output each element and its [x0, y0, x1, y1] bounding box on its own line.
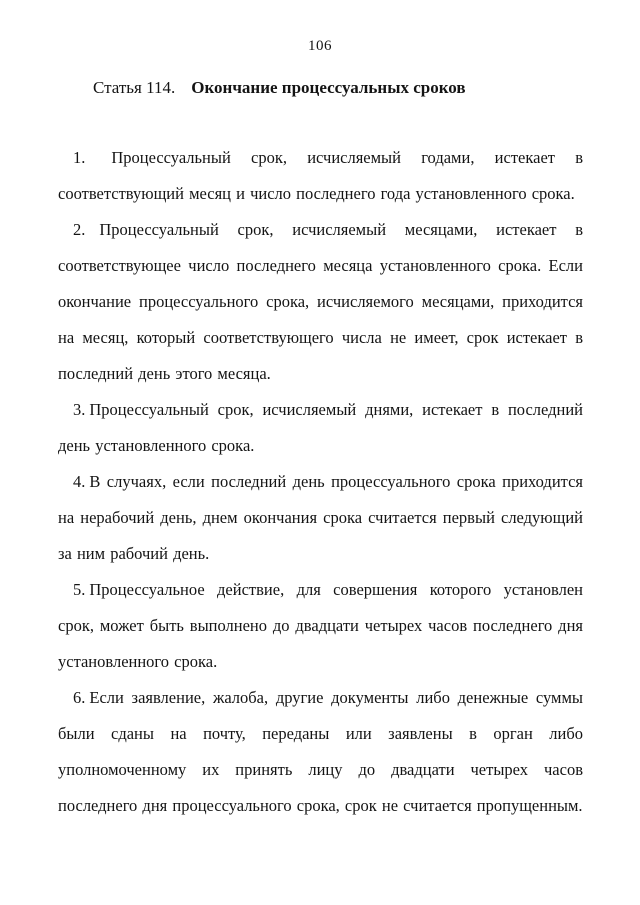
paragraph-2-number: 2.: [73, 220, 86, 239]
paragraph-2: [58, 212, 583, 392]
paragraph-1-number: 1.: [73, 148, 86, 167]
article-label: Статья 114.: [93, 78, 176, 97]
paragraph-2-text: Процессуальный срок, исчисляемый месяцами, истекает в соответствующее число последнего месяца установленного срока. Если окончание процессуального срока, исчисляемого месяцами, приходится на месяц, который соответствующего числа не имеет, срок истекает в последний день этого месяца.: [58, 220, 583, 383]
paragraph-5: [58, 572, 583, 680]
paragraph-4-text: В случаях, если последний день процессуального срока приходится на нерабочий день, днем окончания срока считается первый следующий за ним рабочий день.: [58, 472, 583, 563]
paragraph-6-number: 6.: [73, 688, 86, 707]
page-number: 106: [308, 38, 332, 54]
paragraph-4: [58, 464, 583, 572]
paragraph-6-text: Если заявление, жалоба, другие документы либо денежные суммы были сданы на почту, переданы или заявлены в орган либо уполномоченному их принять лицу до двадцати четырех часов последнего дня процессуального срока, срок не считается пропущенным.: [58, 688, 583, 815]
paragraph-4-number: 4.: [73, 472, 86, 491]
paragraph-1: [58, 140, 583, 212]
paragraph-3: [58, 392, 583, 464]
paragraph-3-text: Процессуальный срок, исчисляемый днями, истекает в последний день установленного срока.: [58, 400, 583, 455]
article-heading: [93, 78, 583, 98]
article-body: [58, 140, 583, 824]
paragraph-6: [58, 680, 583, 824]
paragraph-1-text: Процессуальный срок, исчисляемый годами, истекает в соответствующий месяц и число последнего года установленного срока.: [58, 148, 583, 203]
paragraph-5-text: Процессуальное действие, для совершения которого установлен срок, может быть выполнено до двадцати четырех часов последнего дня установленного срока.: [58, 580, 583, 671]
article-title: Окончание процессуальных сроков: [191, 78, 466, 97]
paragraph-5-number: 5.: [73, 580, 86, 599]
paragraph-3-number: 3.: [73, 400, 86, 419]
